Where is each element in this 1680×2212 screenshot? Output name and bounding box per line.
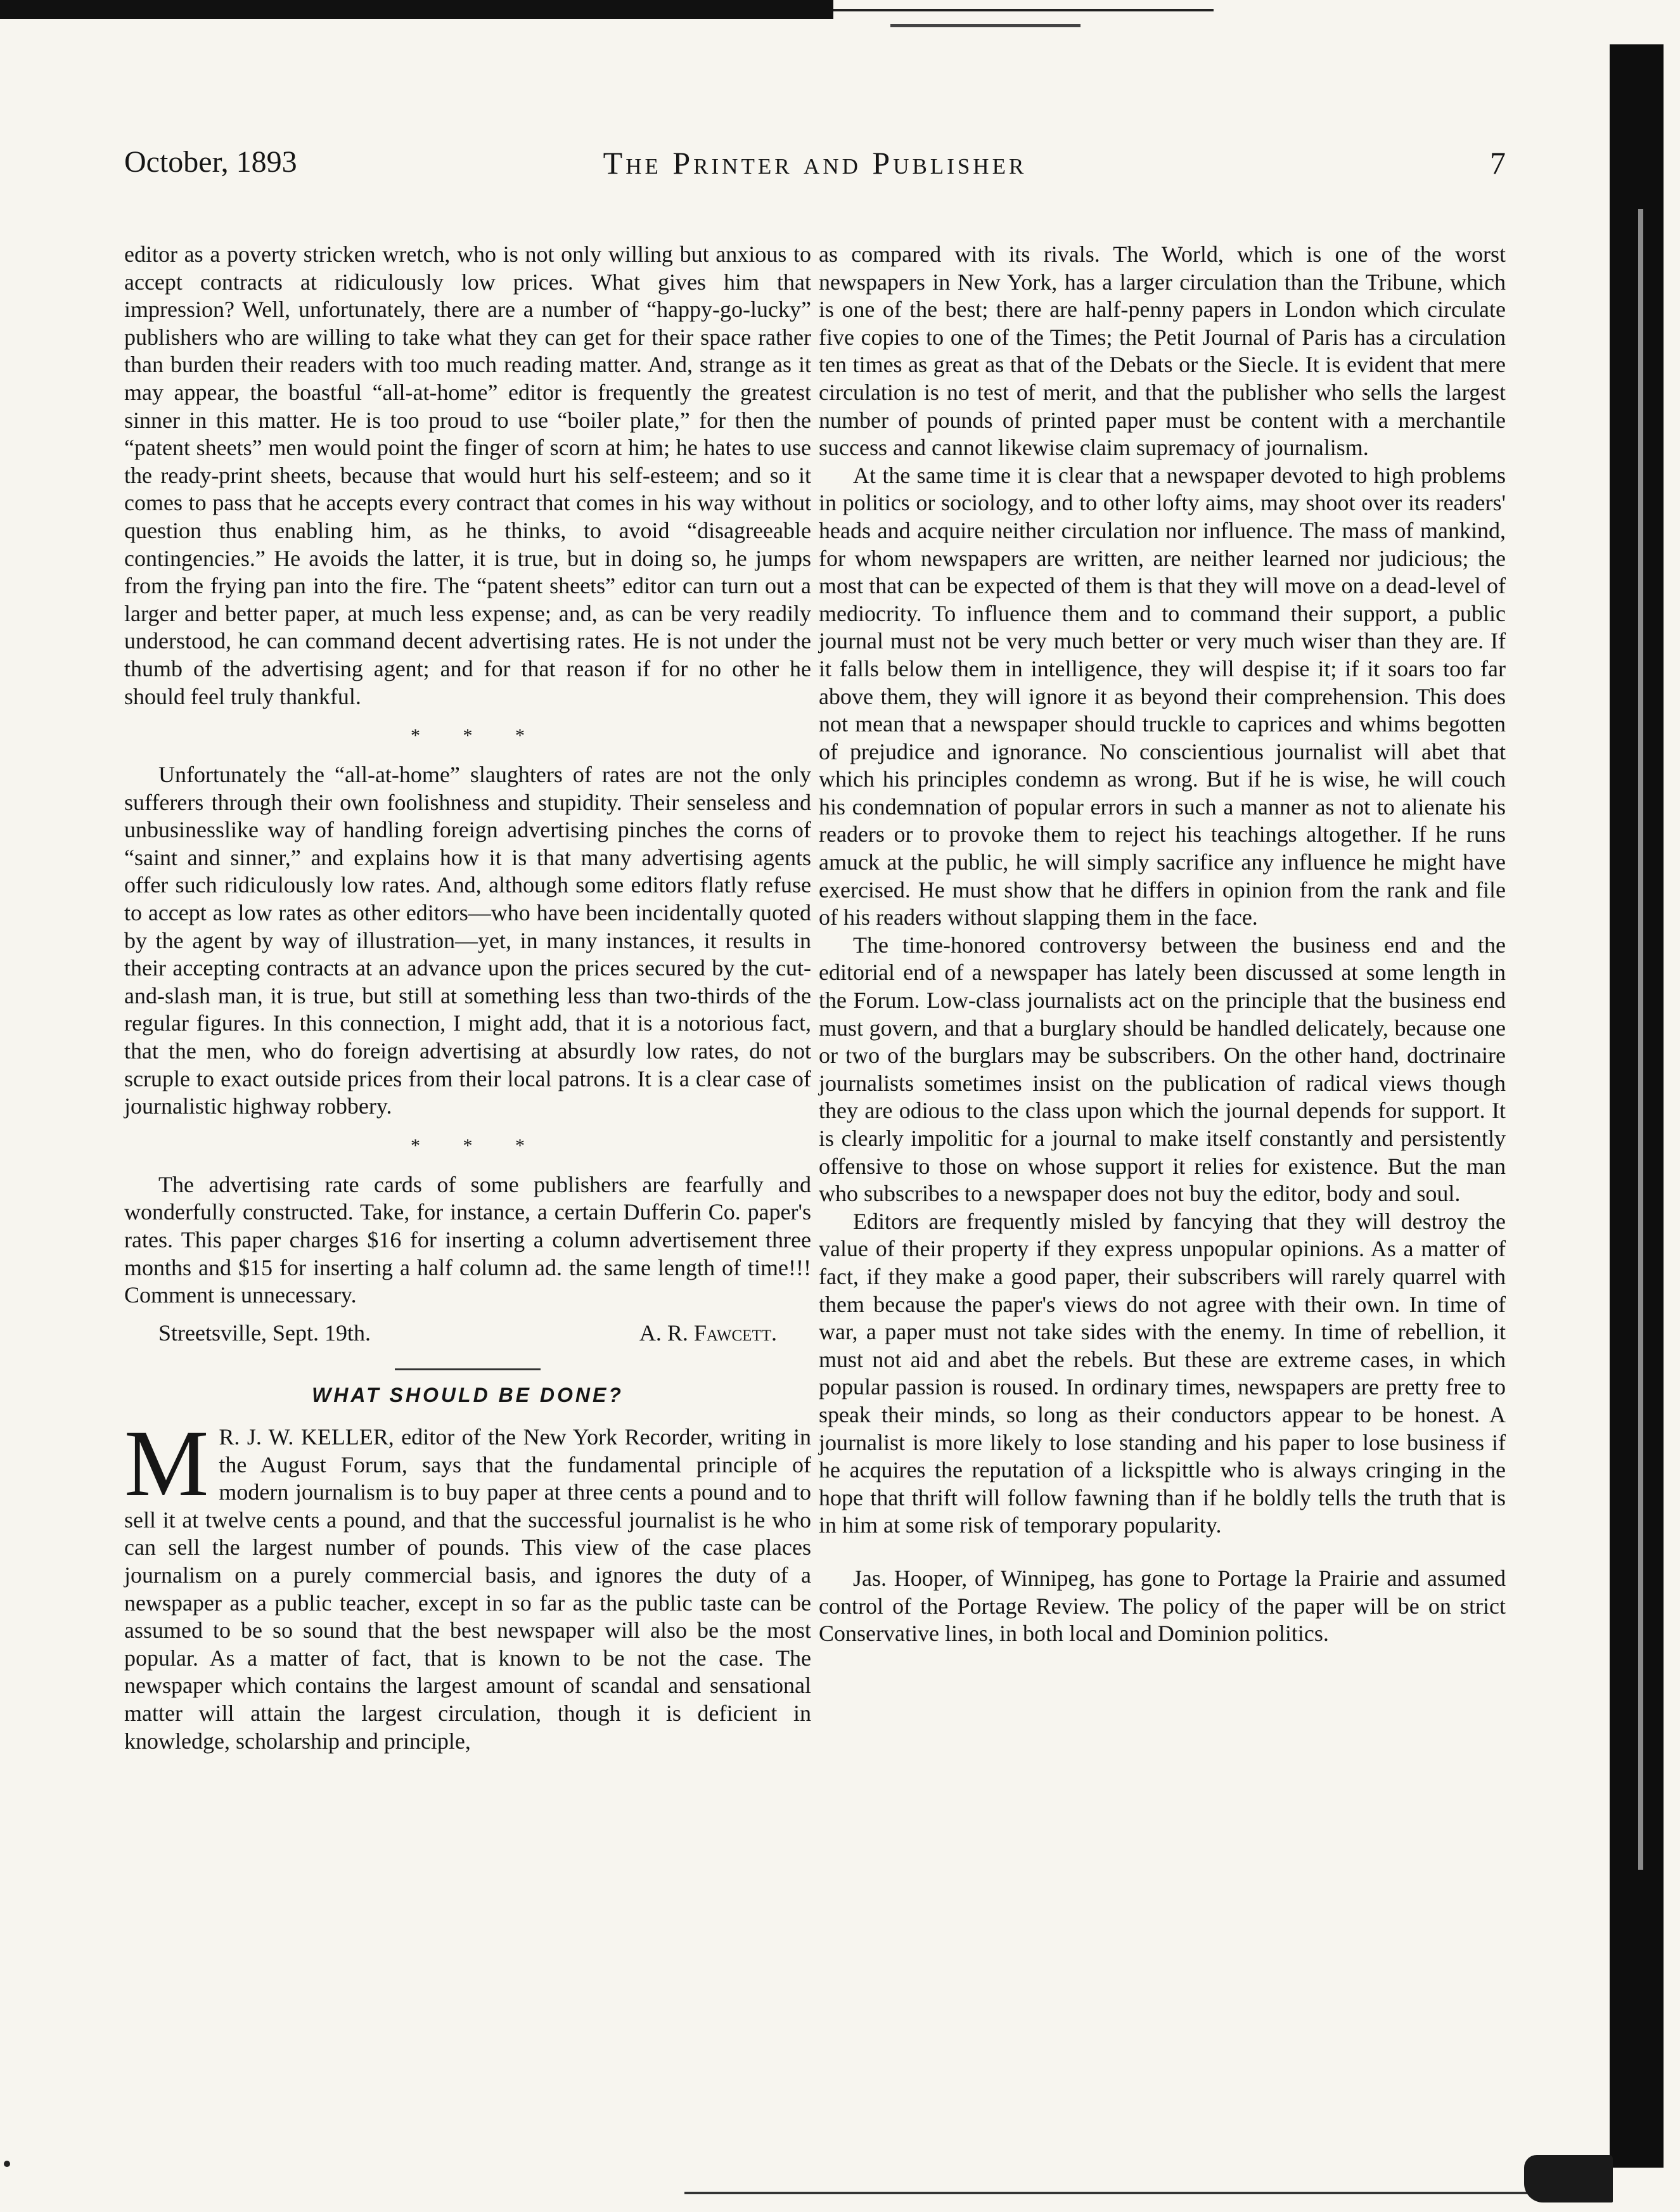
bottom-corner-blot xyxy=(1524,2155,1613,2202)
left-paragraph-1: editor as a poverty stricken wretch, who is not only willing but anxious to accept contracts at ridiculously low prices. What gives him that impression? Well, unfortunately, there are a number of “happy-go-lucky” publishers who are willing to take what they can get for their space rather than burden their readers with too much reading matter. And, strange as it may appear, the boastful “all-at-home” editor is frequently the greatest sinner in this matter. He is too proud to use “boiler plate,” for then the “patent sheets” men would point the finger of scorn at him; he hates to use the ready-print sheets, because that would hurt his self-esteem; and so it comes to pass that he accepts every contract that comes in his way without question thus enabling him, as he thinks, to avoid “disagreeable contingencies.” He avoids the latter, it is true, but in doing so, he jumps from the frying pan into the fire. The “patent sheets” editor can turn out a larger and better paper, at much less expense; and, as can be very readily understood, he can command decent advertising rates. He is not under the thumb of the advertising agent; and for that reason if for no other he should feel truly thankful. xyxy=(124,241,811,709)
right-paragraph-3: The time-honored controversy between the business end and the editorial end of a newspaper has lately been discussed at some length in the Forum. Low-class journalists act on the principle that the business end must govern, and that a burglary should be handled delicately, because one or two of the burglars may be subscribers. On the other hand, doctrinaire journalists sometimes insist on the publication of radical views though they are odious to the class upon which the journal depends for support. It is clearly impolitic for a journal to make itself constantly and persistently offensive to those on whose support it relies for existence. But the man who subscribes to a newspaper does not buy the editor, body and soul. xyxy=(819,932,1506,1207)
issue-date: October, 1893 xyxy=(124,145,297,179)
top-scan-rule xyxy=(0,0,833,19)
section-separator-2: * * * xyxy=(411,1135,525,1156)
right-paragraph-1: as compared with its rivals. The World, which is one of the worst newspapers in New York, has a larger circulation than the Tribune, which is one of the best; there are half-penny papers in London which circulate five copies to one of the Times; the Petit Journal of Paris has a circulation ten times as great as that of the Debats or the Siecle. It is evident that mere circulation is no test of merit, and that the publisher who sells the largest number of pounds of printed paper must be content with a merchantile success and cannot likewise claim supremacy of journalism. xyxy=(819,241,1506,461)
right-column xyxy=(819,241,1506,1648)
top-scan-mark xyxy=(890,24,1080,27)
margin-dot xyxy=(4,2161,10,2167)
left-paragraph-4 xyxy=(124,1410,811,1755)
page-edge-highlight xyxy=(1638,209,1643,1870)
signature-author: A. R. Fawcett. xyxy=(639,1320,777,1346)
publication-title: The Printer and Publisher xyxy=(603,145,1027,181)
article-heading: WHAT SHOULD BE DONE? xyxy=(312,1384,624,1407)
news-item-gap xyxy=(819,1540,1506,1565)
right-paragraph-4: Editors are frequently misled by fancying that they will destroy the value of their property if they express unpopular opinions. As a matter of fact, if they make a good paper, their subscribers will rarely quarrel with them because the paper's views do not agree with their own. In time of war, a paper must not take sides with the enemy. In time of rebellion, it must not aid and abet the rebels. But these are extreme cases, in which popular passion is roused. In ordinary times, newspapers are pretty free to speak their minds, so long as their conductors appear to be honest. A journalist is more likely to lose standing and his paper to lose business if he acquires the reputation of a lickspittle who is always cringing in the hope that thrift will follow fawning than if he boldly tells the truth that is in him at some risk of temporary popularity. xyxy=(819,1208,1506,1538)
left-paragraph-2: Unfortunately the “all-at-home” slaughters of rates are not the only sufferers through their own foolishness and stupidity. Their senseless and unbusinesslike way of handling foreign advertising pinches the corns of “saint and sinner,” and explains how it is that many advertising agents offer such ridiculously low rates. And, although some editors flatly refuse to accept as low rates as other editors—who have been incidentally quoted by the agent by way of illustration—yet, in many instances, it results in their accepting contracts at an advance upon the prices secured by the cut-and-slash man, it is true, but still at something less than two-thirds of the regular figures. In this connection, I might add, that it is a notorious fact, that the men, who do foreign advertising at absurdly low rates, do not scruple to exact outside prices from their local patrons. It is a clear case of journalistic highway robbery. xyxy=(124,762,811,1119)
article-divider xyxy=(395,1368,541,1370)
article-opening-text: R. J. W. KELLER, editor of the New York Recorder, writing in the August Forum, says that the fundamental principle of modern journalism is to buy paper at three cents a pound and to sell it at twelve cents a pound, and that the successful journalist is he who can sell the largest number of pounds. This view of the case places journalism on a purely commercial basis, and ignores the duty of a newspaper as a public teacher, except in so far as the public taste can be assumed to be so sound that the best newspaper will also be the most popular. As a matter of fact, that is known to be not the case. The newspaper which contains the largest amount of scandal and sensational matter will attain the largest circulation, though it is deficient in knowledge, scholarship and principle, xyxy=(124,1424,811,1754)
right-paragraph-5: Jas. Hooper, of Winnipeg, has gone to Portage la Prairie and assumed control of the Portage Review. The policy of the paper will be on strict Conservative lines, in both local and Dominion politics. xyxy=(819,1565,1506,1647)
signature-place-date: Streetsville, Sept. 19th. xyxy=(158,1320,371,1346)
left-column xyxy=(124,241,811,1755)
drop-cap: M xyxy=(124,1410,209,1516)
section-separator-1: * * * xyxy=(411,725,525,747)
page-number: 7 xyxy=(1490,145,1506,181)
running-header xyxy=(124,145,1506,195)
right-paragraph-2: At the same time it is clear that a newspaper devoted to high problems in politics or sociology, and to other lofty aims, may shoot over its readers' heads and acquire neither circulation nor influence. The mass of mankind, for whom newspapers are written, are neither learned nor judicious; the most that can be expected of them is that they will move on a dead-level of mediocrity. To influence them and to command their support, a public journal must not be very much better or very much wiser than they are. If it falls below them in intelligence, they will despise it; if it soars too far above them, they will ignore it as beyond their comprehension. This does not mean that a newspaper should truckle to caprices and whims begotten of prejudice and ignorance. No conscientious journalist will abet that which his principles condemn as wrong. But if he is wise, he will couch his condemnation of popular errors in such a manner as not to alienate his readers or to provoke them to reject his teachings altogether. If he runs amuck at the public, he will simply sacrifice any influence he might have exercised. He must show that he differs in opinion from the rank and file of his readers without slapping them in the face. xyxy=(819,462,1506,930)
letter-signature xyxy=(124,1320,811,1347)
left-paragraph-3: The advertising rate cards of some publishers are fearfully and wonderfully constructed. Take, for instance, a certain Dufferin Co. paper's rates. This paper charges $16 for inserting a column advertisement three months and $15 for inserting a half column ad. the same length of time!!! Comment is unnecessary. xyxy=(124,1171,811,1308)
bottom-scan-rule xyxy=(684,2192,1603,2194)
page-edge-shadow xyxy=(1610,44,1664,2168)
